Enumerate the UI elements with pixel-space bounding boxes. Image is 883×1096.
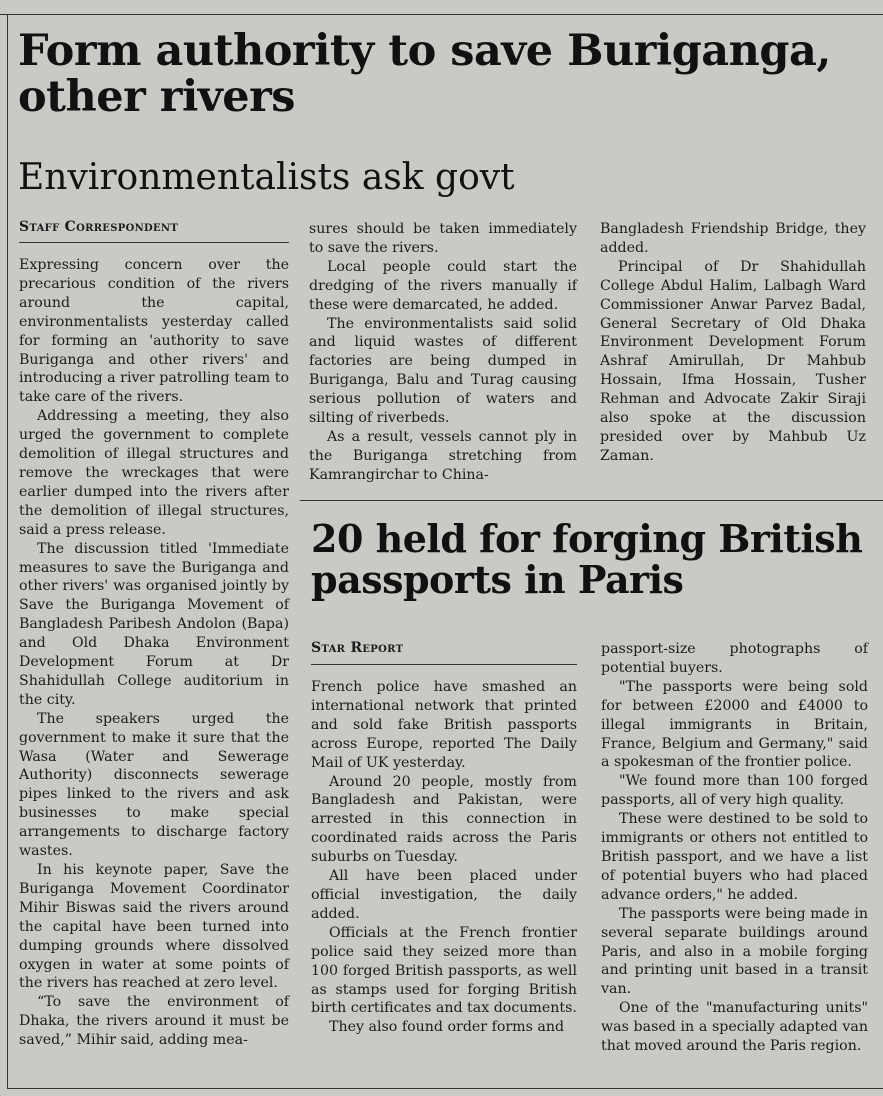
paragraph: sures should be taken immediately to save the rivers. bbox=[309, 221, 577, 256]
paragraph: The environmentalists said solid and liquid wastes of different factories are being dumped in Buriganga, Balu and Turag causing serious pollution of waters and silting of riverbeds. bbox=[309, 315, 577, 427]
byline-rule-story2 bbox=[311, 664, 577, 665]
paragraph: passport-size photographs of potential buyers. bbox=[601, 641, 868, 676]
paragraph: Expressing concern over the precarious condition of the rivers around the capital, environmentalists yesterday called for forming an 'authority to save Buriganga and other rivers' and introducing a river patrolling team to take care of the rivers. bbox=[19, 257, 289, 406]
paragraph: One of the "manufacturing units" was based in a specially adapted van that moved around the Paris region. bbox=[601, 1000, 868, 1055]
paragraph: Bangladesh Friendship Bridge, they added. bbox=[600, 221, 866, 256]
story1-column-1 bbox=[19, 256, 289, 1050]
story1-subheadline: Environmentalists ask govt bbox=[18, 157, 515, 198]
story1-column-2 bbox=[309, 220, 577, 485]
paragraph: As a result, vessels cannot ply in the Buriganga stretching from Kamrangirchar to China- bbox=[309, 428, 577, 483]
story2-byline: Star Report bbox=[311, 640, 404, 656]
paragraph: "The passports were being sold for between £2000 and £4000 to illegal immigrants in Britain, France, Belgium and Germany," said a spokesman of the frontier police. bbox=[601, 678, 868, 771]
paragraph: The speakers urged the government to make it sure that the Wasa (Water and Sewerage Authority) disconnects sewerage pipes linked to the rivers and ask businesses to make special arrangements to discharge factory wastes. bbox=[19, 710, 289, 860]
paragraph: The passports were being made in several separate buildings around Paris, and also in a mobile forging and printing unit based in a transit van. bbox=[601, 905, 868, 998]
paragraph: French police have smashed an international network that printed and sold fake British passports across Europe, reported The Daily Mail of UK yesterday. bbox=[311, 679, 577, 771]
paragraph: In his keynote paper, Save the Buriganga Movement Coordinator Mihir Biswas said the rivers around the capital have been turned into dumping grounds where dissolved oxygen in water at some points of the rivers has reached at zero level. bbox=[19, 862, 289, 992]
story2-column-2 bbox=[601, 640, 868, 1056]
paragraph: Around 20 people, mostly from Bangladesh and Pakistan, were arrested in this connection in coordinated raids across the Paris suburbs on Tuesday. bbox=[311, 773, 577, 866]
story2-column-1 bbox=[311, 678, 577, 1037]
story1-headline: Form authority to save Buriganga, other rivers bbox=[18, 26, 831, 123]
bottom-border bbox=[7, 1088, 883, 1089]
section-divider bbox=[300, 500, 883, 501]
paragraph: They also found order forms and bbox=[329, 1019, 565, 1036]
paragraph: Officials at the French frontier police said they seized more than 100 forged British passports, as well as stamps used for forging British birth certificates and tax documents. bbox=[311, 924, 577, 1017]
story2-headline: 20 held for forging British passports in Paris bbox=[311, 516, 863, 603]
top-border bbox=[0, 14, 883, 15]
paragraph: Local people could start the dredging of the rivers manually if these were demarcated, he added. bbox=[309, 258, 577, 313]
byline-rule-story1 bbox=[19, 242, 289, 243]
story1-column-3 bbox=[600, 220, 866, 466]
paragraph: "We found more than 100 forged passports, all of very high quality. bbox=[601, 773, 868, 809]
paragraph: Principal of Dr Shahidullah College Abdul Halim, Lalbagh Ward Commissioner Anwar Parvez Badal, General Secretary of Old Dhaka Environment Development Forum Ashraf Amirullah, Dr Mahbub Hossain, Ifma Hossain, Tusher Rehman and Advocate Zakir Siraji also spoke at the discussion presided over by Mahbub Uz Zaman. bbox=[600, 258, 866, 464]
paragraph: All have been placed under official investigation, the daily added. bbox=[311, 868, 577, 922]
paragraph: Addressing a meeting, they also urged the government to complete demolition of illegal structures and remove the wreckages that were earlier dumped into the rivers after the demolition of illegal structures, said a press release. bbox=[19, 408, 289, 538]
left-border bbox=[7, 14, 8, 1089]
story1-byline: Staff Correspondent bbox=[19, 219, 179, 235]
paragraph: These were destined to be sold to immigrants or others not entitled to British passport, and we have a list of potential buyers who had placed advance orders," he added. bbox=[601, 811, 868, 903]
paragraph: The discussion titled 'Immediate measures to save the Buriganga and other rivers' was organised jointly by Save the Buriganga Movement of Bangladesh Paribesh Andolon (Bapa) and Old Dhaka Environment Development Forum at Dr Shahidullah College auditorium in the city. bbox=[19, 540, 289, 708]
paragraph: “To save the environment of Dhaka, the rivers around it must be saved,” Mihir said, adding mea- bbox=[19, 994, 289, 1049]
